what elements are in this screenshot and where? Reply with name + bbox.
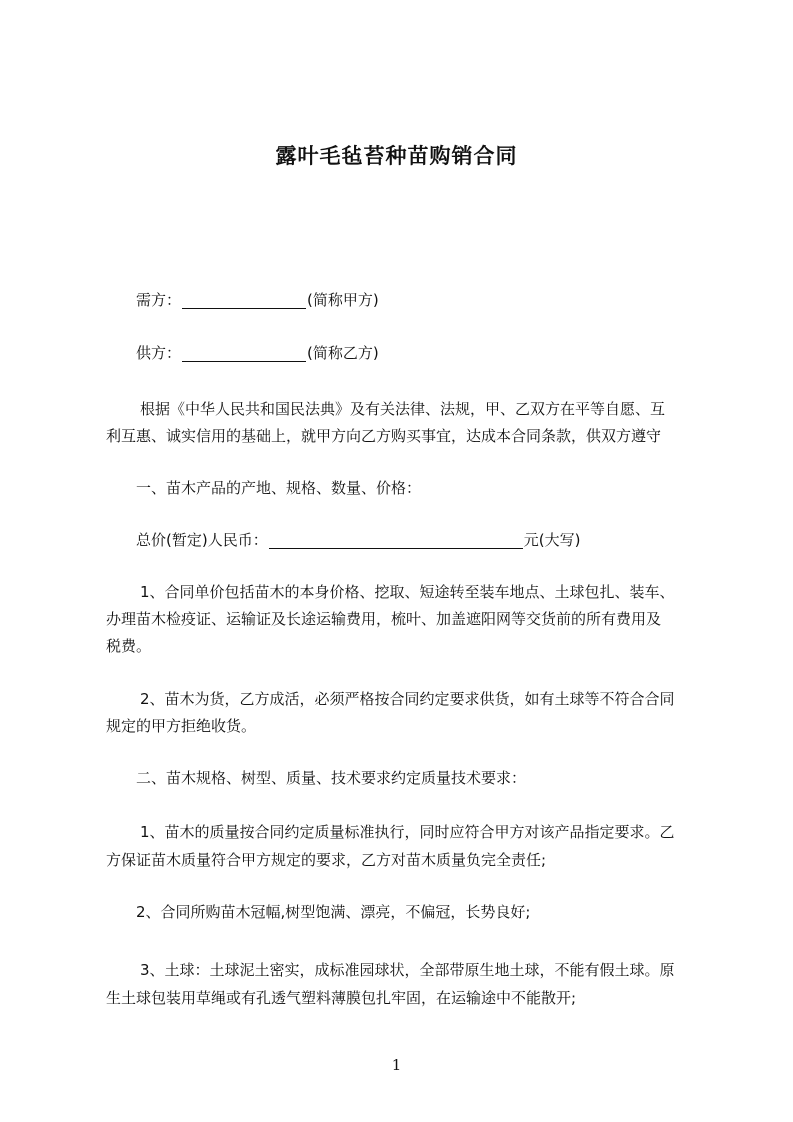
section2-heading: 二、苗木规格、树型、质量、技术要求约定质量技术要求： — [136, 769, 527, 787]
page-number: 1 — [391, 1056, 402, 1074]
section1-item1-line-1: 1、合同单价包括苗木的本身价格、挖取、短途转至装车地点、土球包扎、装车、 — [140, 583, 675, 601]
section1-item1-line-3: 税费。 — [106, 637, 152, 655]
party-a-blank — [182, 290, 306, 309]
total-price-label: 总价(暂定)人民币： — [136, 531, 268, 549]
document-title: 露叶毛毡苔种苗购销合同 — [275, 144, 518, 168]
section2-item1-line-1: 1、苗木的质量按合同约定质量标准执行，同时应符合甲方对该产品指定要求。乙 — [140, 823, 675, 841]
preamble-line-1: 根据《中华人民共和国民法典》及有关法律、法规，甲、乙双方在平等自愿、互 — [140, 400, 666, 418]
total-price-suffix: 元(大写) — [523, 531, 581, 549]
section1-item2-line-1: 2、苗木为货，乙方成活，必须严格按合同约定要求供货，如有土球等不符合合同 — [140, 690, 675, 708]
party-b-label: 供方： — [136, 344, 182, 362]
preamble-line-2: 利互惠、诚实信用的基础上，就甲方向乙方购买事宜，达成本合同条款，供双方遵守 — [106, 427, 662, 445]
section1-heading: 一、苗木产品的产地、规格、数量、价格： — [136, 479, 422, 497]
section2-item3-line-1: 3、土球：土球泥土密实，成标准园球状，全部带原生地土球，不能有假土球。原 — [140, 961, 675, 979]
party-a-suffix: (简称甲方) — [307, 291, 379, 309]
party-a-label: 需方： — [136, 291, 182, 309]
section1-item1-line-2: 办理苗木检疫证、运输证及长途运输费用，梳叶、加盖遮阳网等交货前的所有费用及 — [106, 610, 662, 628]
total-price-blank — [269, 530, 523, 549]
party-b-blank — [182, 343, 306, 362]
party-b-suffix: (简称乙方) — [307, 344, 379, 362]
section1-item2-line-2: 规定的甲方拒绝收货。 — [106, 717, 257, 735]
party-a-line — [106, 286, 736, 315]
section2-item2-line-1: 2、合同所购苗木冠幅,树型饱满、漂亮，不偏冠，长势良好; — [136, 903, 531, 921]
section2-item3-line-2: 生土球包装用草绳或有孔透气塑料薄膜包扎牢固，在运输途中不能散开; — [106, 989, 577, 1007]
section2-item1-line-2: 方保证苗木质量符合甲方规定的要求，乙方对苗木质量负完全责任; — [106, 851, 547, 869]
party-b-line — [106, 339, 736, 368]
total-price-line — [106, 526, 736, 555]
